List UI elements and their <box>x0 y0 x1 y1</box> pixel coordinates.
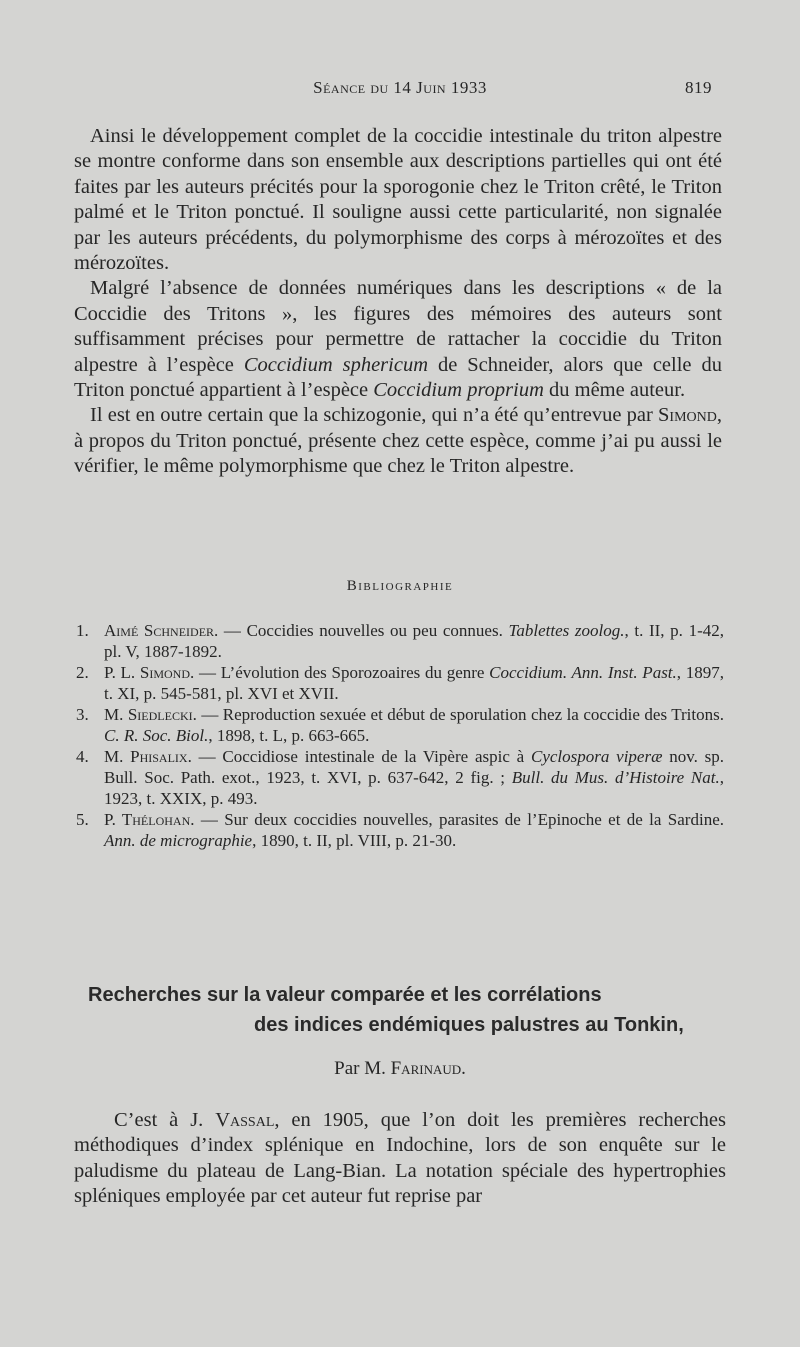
author-name: Simond <box>658 404 717 427</box>
bibliography-item: 4. M. Phisalix. — Coccidiose intestinale de la Vipère aspic à Cyclospora viperæ nov. sp. Bull. Soc. Path. exot., 1923, t. XVI, p. 637-642, 2 fig. ; Bull. du Mus. d’Histoire Nat., 1923, t. XXIX, p. 493. <box>76 747 724 808</box>
running-head <box>0 78 800 102</box>
bibliography-number: 4. <box>76 747 89 766</box>
species-name: Coccidium sphericum <box>243 353 429 376</box>
bibliography-number: 3. <box>76 705 89 724</box>
author-name: Farinaud <box>390 1058 462 1079</box>
article-title-line: des indices endémiques palustres au Tonkin, <box>254 1014 684 1036</box>
bibliography-author: M. Phisalix. <box>104 747 192 766</box>
bibliography-item: 3. M. Siedlecki. — Reproduction sexuée et début de sporulation chez la coccidie des Tritons. C. R. Soc. Biol., 1898, t. L, p. 663-665. <box>76 705 724 745</box>
bibliography-item: 1. Aimé Schneider. — Coccidies nouvelles ou peu connues. Tablettes zoolog., t. II, p. 1-42, pl. V, 1887-1892. <box>76 621 724 661</box>
article-title-line: Recherches sur la valeur comparée et les corrélations <box>88 984 602 1006</box>
paragraph: C’est à J. Vassal, en 1905, que l’on doit les premières recherches méthodiques d’index splénique en Indochine, lors de son enquête sur le paludisme du plateau de Lang-Bian. La notation spéciale des hypertrophies spléniques employée par cet auteur fut reprise par <box>74 1109 726 1208</box>
bibliography-author: P. L. Simond. <box>104 663 195 682</box>
bibliography-item: 2. P. L. Simond. — L’évolution des Sporozoaires du genre Coccidium. Ann. Inst. Past., 1897, t. XI, p. 545-581, pl. XVI et XVII. <box>76 663 724 703</box>
paragraph: Ainsi le développement complet de la coccidie intestinale du triton alpestre se montre conforme dans son ensemble aux descriptions partielles qui ont été faites par les auteurs précités pour la sporogonie chez le Triton crêté, le Triton palmé et le Triton ponctué. Il souligne aussi cette particularité, non signalée par les auteurs précédents, du polymorphisme des corps à mérozoïtes et des mérozoïtes. <box>74 125 722 275</box>
page-number: 819 <box>685 78 712 97</box>
bibliography-author: M. Siedlecki. <box>104 705 197 724</box>
bibliography-number: 2. <box>76 663 89 682</box>
article-title <box>88 980 748 1040</box>
species-name: Coccidium proprium <box>373 379 544 402</box>
bibliography-number: 1. <box>76 621 89 640</box>
bibliography-item: 5. P. Thélohan. — Sur deux coccidies nouvelles, parasites de l’Epinoche et de la Sardine. Ann. de micrographie, 1890, t. II, pl. VIII, p. 21-30. <box>76 810 724 850</box>
paragraph: Il est en outre certain que la schizogonie, qui n’a été qu’entrevue par Simond, à propos du Triton ponctué, présente chez cette espèce, comme j’ai pu aussi le vérifier, le même polymorphisme que chez le Triton alpestre. <box>74 404 722 478</box>
paragraph: Malgré l’absence de données numériques dans les descriptions « de la Coccidie des Tritons », les figures des mémoires des auteurs sont suffisamment précises pour permettre de rattacher la coccidie du Triton alpestre à l’espèce Coccidium sphericum de Schneider, alors que celle du Triton ponctué appartient à l’espèce Coccidium proprium du même auteur. <box>74 277 722 402</box>
body-text <box>74 124 722 480</box>
running-title: Séance du 14 Juin 1933 <box>313 78 487 97</box>
article-body <box>74 1108 726 1210</box>
bibliography-author: P. Thélohan. <box>104 810 195 829</box>
bibliography-author: Aimé Schneider. <box>104 621 219 640</box>
bibliography-heading: Bibliographie <box>346 578 454 594</box>
bibliography-list <box>74 620 724 851</box>
author-name: Vassal <box>215 1109 275 1131</box>
bibliography-number: 5. <box>76 810 89 829</box>
article-byline: Par M. Farinaud. <box>334 1058 466 1079</box>
